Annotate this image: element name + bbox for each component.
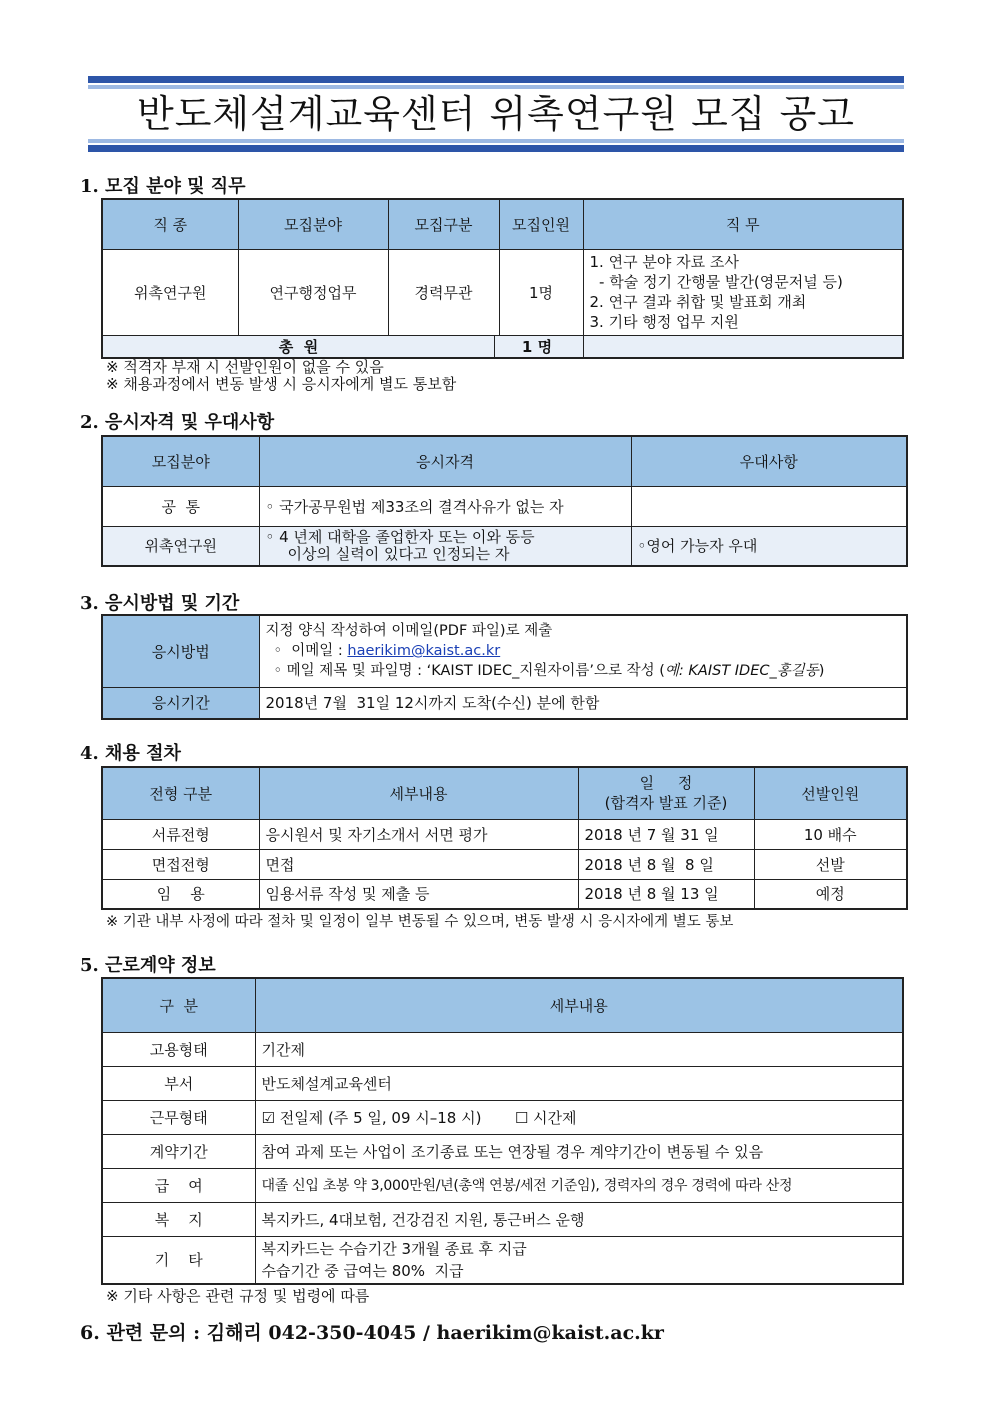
section3-heading: 3. 응시방법 및 기간 [80, 593, 240, 614]
section4-note: ※ 기관 내부 사정에 따라 절차 및 일정이 일부 변동될 수 있으며, 변동 발생 시 응시자에게 별도 통보 [106, 914, 734, 930]
cell-preference-researcher: ◦영어 가능자 우대 [631, 526, 907, 566]
title-rule-top-thin [88, 85, 904, 89]
duty-line: 2. 연구 결과 취합 및 발표회 개최 [589, 293, 807, 311]
qualification-line: ◦ 4 년제 대학을 졸업한자 또는 이와 동등 [265, 527, 535, 546]
col-header-stage: 전형 구분 [102, 767, 259, 819]
cell-label: 복 지 [102, 1202, 255, 1236]
section1-heading: 1. 모집 분야 및 직무 [80, 176, 246, 197]
recruit-field-table [101, 198, 904, 359]
cell-count: 1명 [499, 249, 583, 335]
filename-suffix: ) [818, 663, 825, 680]
page-title: 반도체설계교육센터 위촉연구원 모집 공고 [137, 92, 855, 136]
cell-field: 연구행정업무 [238, 249, 388, 335]
cell-type: 위촉연구원 [102, 249, 238, 335]
cell-stage: 서류전형 [102, 819, 259, 849]
email-link[interactable]: haerikim@kaist.ac.kr [347, 643, 501, 660]
method-line: 지정 양식 작성하여 이메일(PDF 파일)로 제출 [265, 623, 553, 640]
section5-note: ※ 기타 사항은 관련 규정 및 법령에 따름 [106, 1287, 370, 1305]
cell-value: 반도체설계교육센터 [255, 1066, 903, 1100]
total-label: 총 원 [278, 337, 319, 356]
email-prefix: ◦ 이메일 : [273, 643, 348, 660]
etc-line: 복지카드는 수습기간 3개월 종료 후 지급 [261, 1239, 527, 1258]
cell-selection: 10 배수 [754, 819, 907, 849]
filename-example: 예: KAIST IDEC_홍길동 [664, 663, 819, 680]
filename-text: ◦ 메일 제목 및 파일명 : ‘KAIST IDEC_지원자이름’으로 작성 ( [273, 663, 665, 680]
col-header-category: 모집구분 [388, 199, 499, 249]
date-header-line1: 일 정 [639, 774, 693, 793]
cell-qualification-researcher [259, 526, 631, 566]
filename-line [266, 661, 901, 681]
cell-duties [583, 249, 903, 335]
col-header-duty: 직 무 [583, 199, 903, 249]
cell-value: 참여 과제 또는 사업이 조기종료 또는 연장될 경우 계약기간이 변동될 수 있음 [255, 1134, 903, 1168]
col-header-field: 모집분야 [102, 436, 259, 486]
contract-table [101, 977, 904, 1285]
section2-heading: 2. 응시자격 및 우대사항 [80, 412, 275, 433]
cell-stage: 임 용 [102, 879, 259, 909]
method-content [259, 615, 907, 687]
col-header-qualification: 응시자격 [259, 436, 631, 486]
col-header-field: 모집분야 [238, 199, 388, 249]
section1-note-1: ※ 적격자 부재 시 선발인원이 없을 수 있음 [106, 358, 384, 376]
duty-line: 1. 연구 분야 자료 조사 [589, 253, 739, 271]
cell-value: 기간제 [255, 1032, 903, 1066]
qualification-line: 이상의 실력이 있다고 인정되는 자 [287, 544, 510, 563]
cell-label: 근무형태 [102, 1100, 255, 1134]
cell-label-etc: 기 타 [102, 1236, 255, 1284]
title-banner [88, 76, 904, 152]
qualification-table [101, 435, 908, 567]
col-header-detail: 세부내용 [259, 767, 578, 819]
title-rule-bottom [88, 145, 904, 152]
cell-selection: 예정 [754, 879, 907, 909]
total-value: 1 명 [494, 336, 579, 357]
cell-selection: 선발 [754, 849, 907, 879]
section4-heading: 4. 채용 절차 [80, 743, 181, 764]
title-rule-top [88, 76, 904, 83]
method-label: 응시방법 [102, 615, 259, 687]
process-table [101, 766, 908, 910]
cell-qualification-common: ◦ 국가공무원법 제33조의 결격사유가 없는 자 [259, 486, 631, 526]
cell-value-etc [255, 1236, 903, 1284]
total-empty [583, 335, 903, 358]
cell-label: 계약기간 [102, 1134, 255, 1168]
email-line [266, 641, 901, 661]
col-header-date [578, 767, 754, 819]
cell-label: 급 여 [102, 1168, 255, 1202]
date-header-line2: (합격자 발표 기준) [604, 794, 728, 813]
col-header-category: 구 분 [102, 978, 255, 1032]
period-value: 2018년 7월 31일 12시까지 도착(수신) 분에 한함 [259, 687, 907, 719]
col-header-type: 직 종 [102, 199, 238, 249]
col-header-preference: 우대사항 [631, 436, 907, 486]
section1-note-2: ※ 채용과정에서 변동 발생 시 응시자에게 별도 통보함 [106, 375, 457, 393]
cell-stage: 면접전형 [102, 849, 259, 879]
etc-line: 수습기간 중 급여는 80% 지급 [261, 1261, 464, 1280]
col-header-count: 모집인원 [499, 199, 583, 249]
cell-field-common: 공 통 [102, 486, 259, 526]
col-header-selection: 선발인원 [754, 767, 907, 819]
duty-line: - 학술 정기 간행물 발간(영문저널 등) [589, 273, 843, 291]
cell-value: 대졸 신입 초봉 약 3,000만원/년(총액 연봉/세전 기준임), 경력자의 경우 경력에 따라 산정 [255, 1168, 903, 1202]
duty-line: 3. 기타 행정 업무 지원 [589, 313, 739, 331]
cell-detail: 면접 [259, 849, 578, 879]
cell-label: 부서 [102, 1066, 255, 1100]
application-table [101, 614, 908, 720]
section5-heading: 5. 근로계약 정보 [80, 955, 216, 976]
cell-date: 2018 년 7 월 31 일 [578, 819, 754, 849]
cell-date: 2018 년 8 월 13 일 [578, 879, 754, 909]
col-header-detail: 세부내용 [255, 978, 903, 1032]
cell-field-researcher: 위촉연구원 [102, 526, 259, 566]
cell-detail: 임용서류 작성 및 제출 등 [259, 879, 578, 909]
cell-date: 2018 년 8 월 8 일 [578, 849, 754, 879]
cell-value: 복지카드, 4대보험, 건강검진 지원, 통근버스 운행 [255, 1202, 903, 1236]
cell-label: 고용형태 [102, 1032, 255, 1066]
cell-category: 경력무관 [388, 249, 499, 335]
contact-info: 6. 관련 문의 : 김해리 042-350-4045 / haerikim@kaist.ac.kr [80, 1322, 664, 1344]
period-label: 응시기간 [102, 687, 259, 719]
cell-detail: 응시원서 및 자기소개서 서면 평가 [259, 819, 578, 849]
title-rule-bottom-thin [88, 139, 904, 143]
cell-value-worktype: ☑ 전일제 (주 5 일, 09 시–18 시) ☐ 시간제 [255, 1100, 903, 1134]
cell-preference-common [631, 486, 907, 526]
